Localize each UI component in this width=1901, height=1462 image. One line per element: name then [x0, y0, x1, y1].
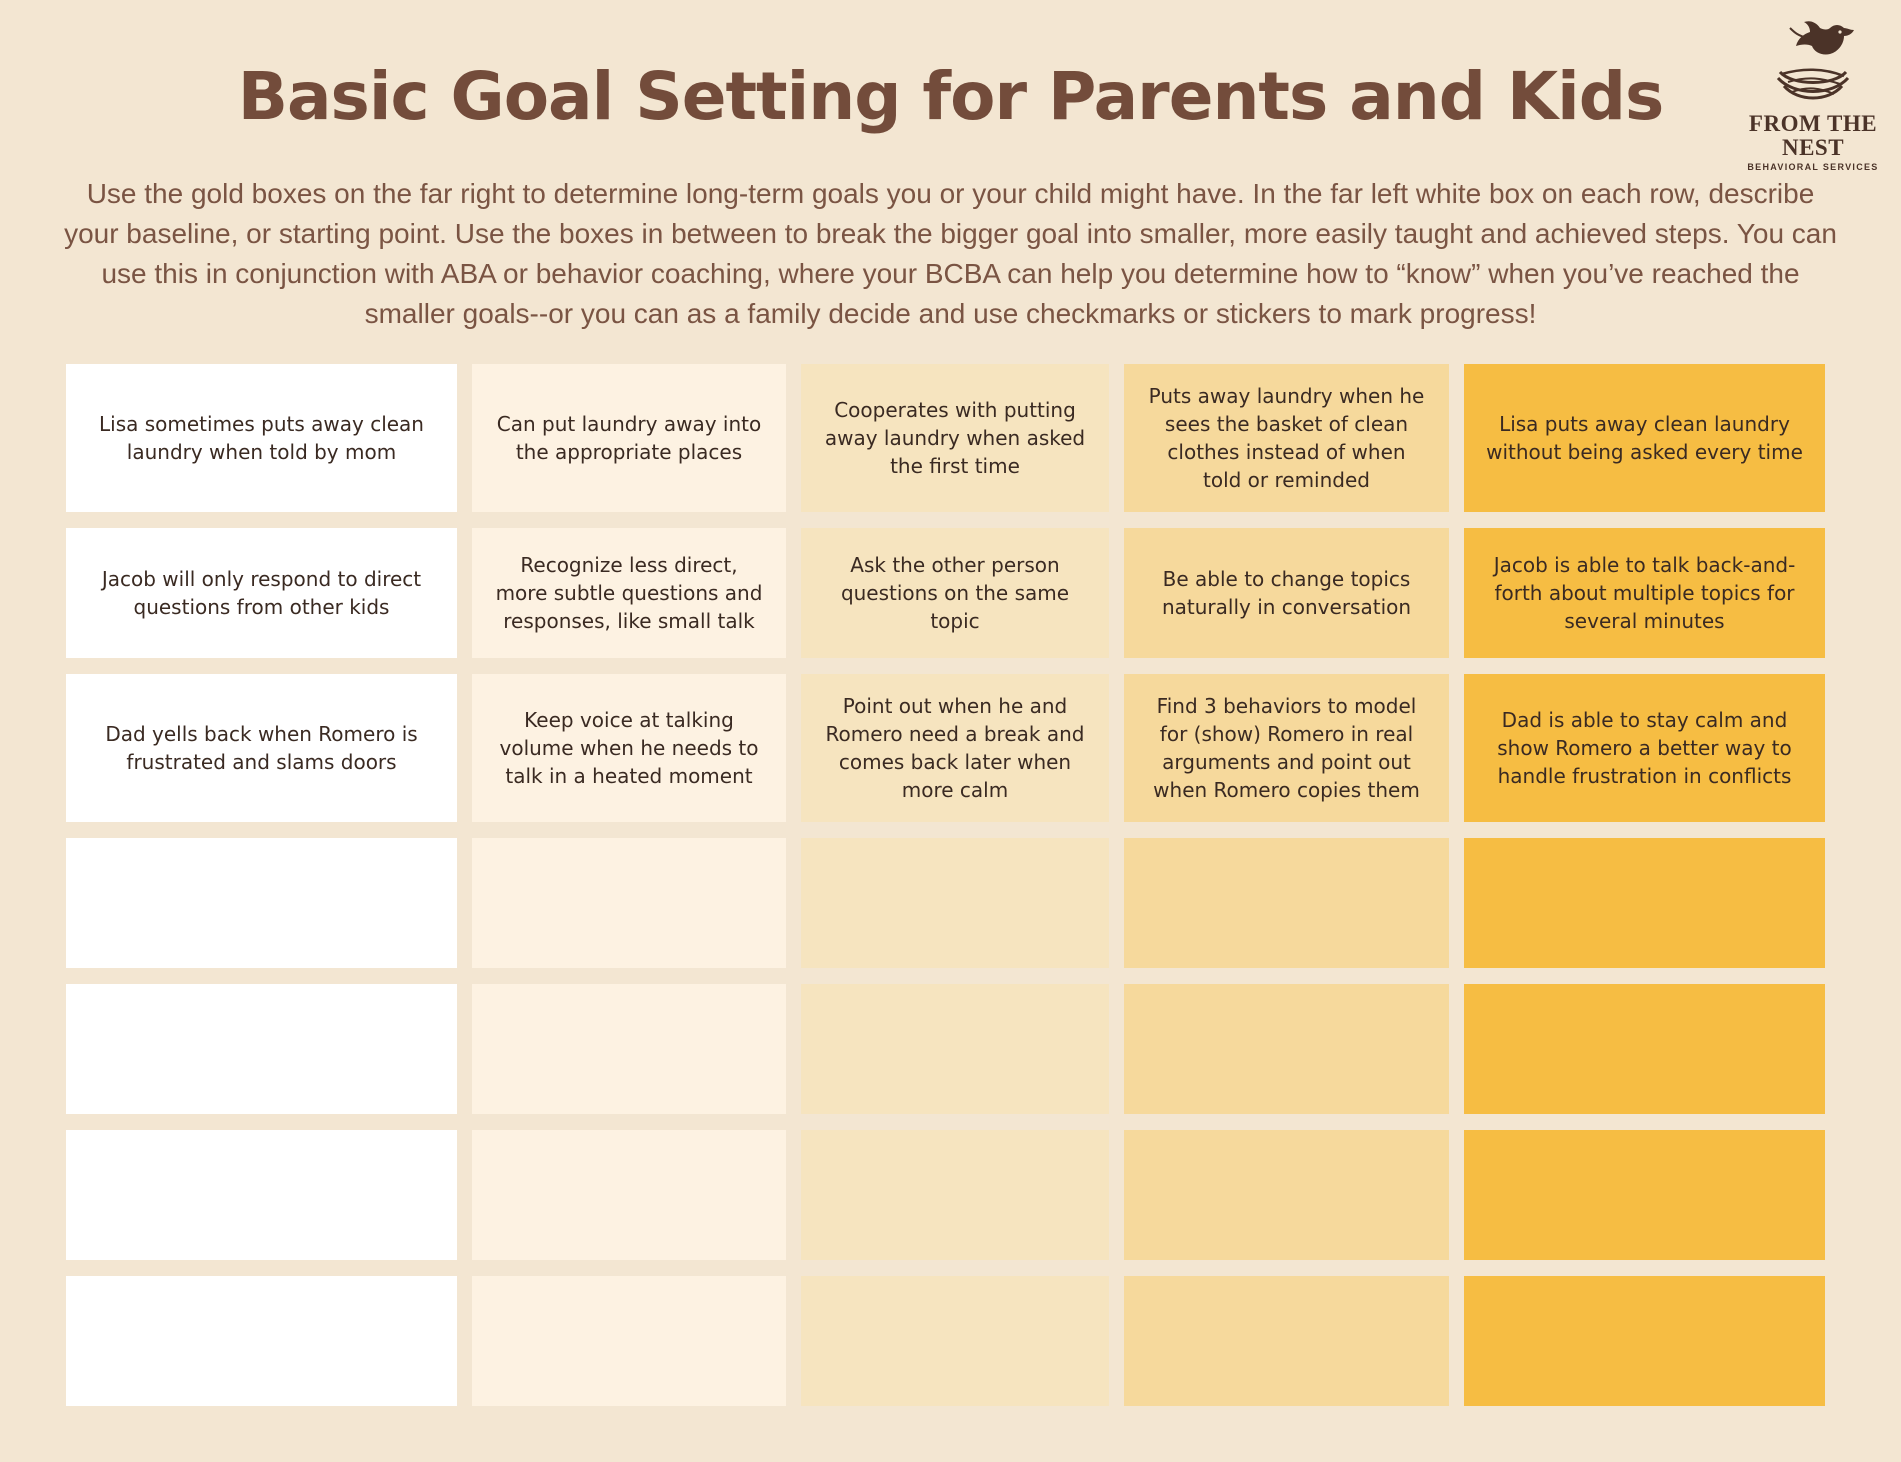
- goal-cell: Dad is able to stay calm and show Romero a better way to handle frustration in conflicts: [1464, 674, 1825, 822]
- step-cell: [472, 1130, 786, 1260]
- step-cell: Recognize less direct, more subtle questions and responses, like small talk: [472, 528, 786, 658]
- brand-logo: [1738, 16, 1888, 176]
- step-cell: [1124, 1130, 1449, 1260]
- step-cell: Point out when he and Romero need a break and comes back later when more calm: [801, 674, 1109, 822]
- step-cell: Find 3 behaviors to model for (show) Romero in real arguments and point out when Romero copies them: [1124, 674, 1449, 822]
- step-cell: [1124, 984, 1449, 1114]
- goal-cell: Jacob is able to talk back-and-forth about multiple topics for several minutes: [1464, 528, 1825, 658]
- baseline-cell: [66, 984, 457, 1114]
- step-cell: Puts away laundry when he sees the basket of clean clothes instead of when told or reminded: [1124, 364, 1449, 512]
- step-cell: Ask the other person questions on the same topic: [801, 528, 1109, 658]
- baseline-cell: Jacob will only respond to direct questions from other kids: [66, 528, 457, 658]
- logo-text-line2: NEST: [1781, 135, 1845, 160]
- step-cell: Cooperates with putting away laundry when asked the first time: [801, 364, 1109, 512]
- step-cell: [801, 838, 1109, 968]
- goal-cell: [1464, 1276, 1825, 1406]
- baseline-cell: Dad yells back when Romero is frustrated and slams doors: [66, 674, 457, 822]
- goal-grid: [66, 364, 1825, 1402]
- baseline-cell: [66, 1130, 457, 1260]
- step-cell: Keep voice at talking volume when he needs to talk in a heated moment: [472, 674, 786, 822]
- step-cell: [1124, 838, 1449, 968]
- step-cell: [801, 1130, 1109, 1260]
- intro-paragraph: Use the gold boxes on the far right to determine long-term goals you or your child might have. In the far left white box on each row, describe your baseline, or starting point. Use the boxes in between to break the bigger goal into smaller, more easily taught and achieved steps. You can use this in conjunction with ABA or behavior coaching, where your BCBA can help you determine how to “know” when you’ve reached the smaller goals--or you can as a family decide and use checkmarks or stickers to mark progress!: [64, 178, 1837, 329]
- step-cell: [801, 984, 1109, 1114]
- page-title: Basic Goal Setting for Parents and Kids: [237, 58, 1664, 135]
- logo-tagline: BEHAVIORAL SERVICES: [1747, 162, 1879, 172]
- step-cell: [801, 1276, 1109, 1406]
- baseline-cell: [66, 1276, 457, 1406]
- baseline-cell: Lisa sometimes puts away clean laundry when told by mom: [66, 364, 457, 512]
- step-cell: Can put laundry away into the appropriate places: [472, 364, 786, 512]
- step-cell: [472, 1276, 786, 1406]
- baseline-cell: [66, 838, 457, 968]
- step-cell: Be able to change topics naturally in conversation: [1124, 528, 1449, 658]
- logo-text-line1: FROM THE: [1748, 111, 1878, 136]
- step-cell: [472, 984, 786, 1114]
- goal-cell: [1464, 984, 1825, 1114]
- step-cell: [472, 838, 786, 968]
- goal-cell: [1464, 1130, 1825, 1260]
- goal-cell: Lisa puts away clean laundry without being asked every time: [1464, 364, 1825, 512]
- bird-on-nest-icon: [1768, 16, 1858, 112]
- goal-cell: [1464, 838, 1825, 968]
- step-cell: [1124, 1276, 1449, 1406]
